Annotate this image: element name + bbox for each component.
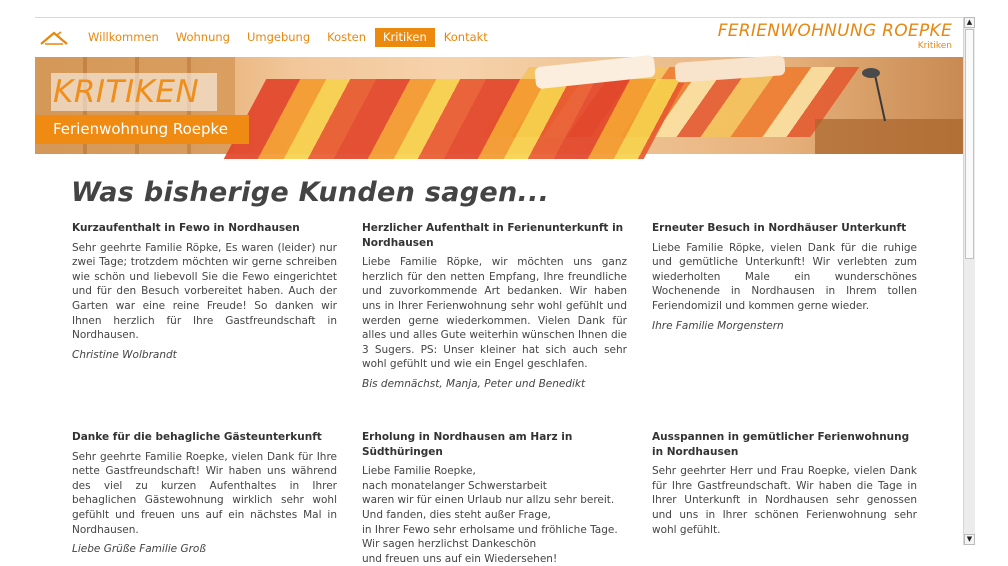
current-page-label: Kritiken <box>917 41 952 51</box>
scrollbar-thumb[interactable] <box>965 29 974 259</box>
nav-umgebung[interactable]: Umgebung <box>246 30 311 44</box>
review-title: Erholung in Nordhausen am Harz in Südthüringen <box>362 431 573 458</box>
nav-kritiken[interactable]: Kritiken <box>375 28 435 47</box>
review-signature: Liebe Grüße Familie Groß <box>72 543 206 556</box>
review-body: Liebe Familie Roepke, nach monatelanger Schwerstarbeit waren wir für einen Urlaub nur allzu sehr bereit. Und fanden, dies steht außer Frage, in Ihrer Fewo sehr erholsame und fröhliche Tage. Wir sagen herzlichst Dankeschön und freuen uns auf ein Wiedersehen! <box>362 465 618 565</box>
review-title: Erneuter Besuch in Nordhäuser Unterkunft <box>652 222 907 234</box>
page <box>35 17 963 565</box>
review-card <box>652 430 917 537</box>
main-nav <box>80 28 497 47</box>
banner-subtitle: Ferienwohnung Roepke <box>35 115 249 144</box>
lamp-icon <box>855 63 895 123</box>
top-bar <box>35 18 963 56</box>
scroll-up-arrow-icon[interactable]: ▲ <box>964 17 975 28</box>
nav-kosten[interactable]: Kosten <box>327 30 366 44</box>
review-body: Liebe Familie Röpke, wir möchten uns ganz herzlich für den netten Empfang, Ihre freundliche und zuvorkommende Art bedanken. Wir haben uns in Ihrer Ferienwohnung sehr wohl gefühlt und werden gerne wiederkommen. Vielen Dank für alles und alles Gute weiterhin wünschen Ihnen die 3 Sugers. PS: Unser kleiner hat sich auch sehr wohl gefühlt und wie ein Engel geschlafen. <box>362 256 627 371</box>
review-card <box>362 430 627 566</box>
review-body: Liebe Familie Röpke, vielen Dank für die ruhige und gemütliche Unterkunft! Wir verlebten zum wiederholten Male ein wunderschönes Wochenende in Nordhausen in Ihrem tollen Feriendomizil und kommen gerne wieder. <box>652 241 917 312</box>
review-title: Herzlicher Aufenthalt in Ferienunterkunft in Nordhausen <box>362 222 624 249</box>
review-signature: Bis demnächst, Manja, Peter und Benedikt <box>362 377 586 390</box>
review-title: Danke für die behagliche Gästeunterkunft <box>72 431 322 443</box>
review-card <box>362 221 627 392</box>
header-banner <box>35 57 963 154</box>
page-heading: Was bisherige Kunden sagen... <box>71 177 550 208</box>
house-roof-icon[interactable] <box>39 29 69 47</box>
banner-bedside-table <box>815 119 963 154</box>
review-title: Kurzaufenthalt in Fewo in Nordhausen <box>72 222 300 234</box>
review-body: Sehr geehrter Herr und Frau Roepke, vielen Dank für Ihre Gastfreundschaft. Wir haben die Tage in Ihrer Unterkunft in Nordhausen sehr genossen und uns in Ihrer schönen Ferienwohnung sehr wohl gefühlt. <box>652 465 917 536</box>
banner-title: KRITIKEN <box>51 73 217 111</box>
scroll-down-arrow-icon[interactable]: ▼ <box>964 534 975 545</box>
review-card <box>652 221 917 333</box>
nav-kontakt[interactable]: Kontakt <box>443 30 488 44</box>
nav-willkommen[interactable]: Willkommen <box>88 30 159 44</box>
review-signature: Ihre Familie Morgenstern <box>652 319 784 332</box>
review-body: Sehr geehrte Familie Röpke, Es waren (leider) nur zwei Tage; trotzdem möchten wir gerne schreiben wie schön und liebevoll Sie die Fewo eingerichtet und für den Besuch vorbereitet haben. Auch der Garten war eine reine Freude! So danken wir Ihnen herzlich für Ihre Gastfreundschaft in Nordhausen. <box>72 241 337 342</box>
review-signature: Christine Wolbrandt <box>72 348 177 361</box>
brand <box>718 21 952 52</box>
vertical-scrollbar[interactable] <box>963 17 975 545</box>
banner-bedspread-left <box>224 79 687 159</box>
review-card <box>72 221 337 362</box>
review-title: Ausspannen in gemütlicher Ferienwohnung in Nordhausen <box>652 431 910 458</box>
review-body: Sehr geehrte Familie Roepke, vielen Dank für Ihre nette Gastfreundschaft! Wir haben uns während des viel zu kurzen Aufenthaltes in Ihrer behaglichen Gästewohnung wirklich sehr wohl gefühlt und freuen uns auf ein nächstes Mal in Nordhausen. <box>72 450 337 536</box>
site-title[interactable]: FERIENWOHNUNG ROEPKE <box>717 21 952 41</box>
nav-wohnung[interactable]: Wohnung <box>175 30 230 44</box>
review-card <box>72 430 337 557</box>
